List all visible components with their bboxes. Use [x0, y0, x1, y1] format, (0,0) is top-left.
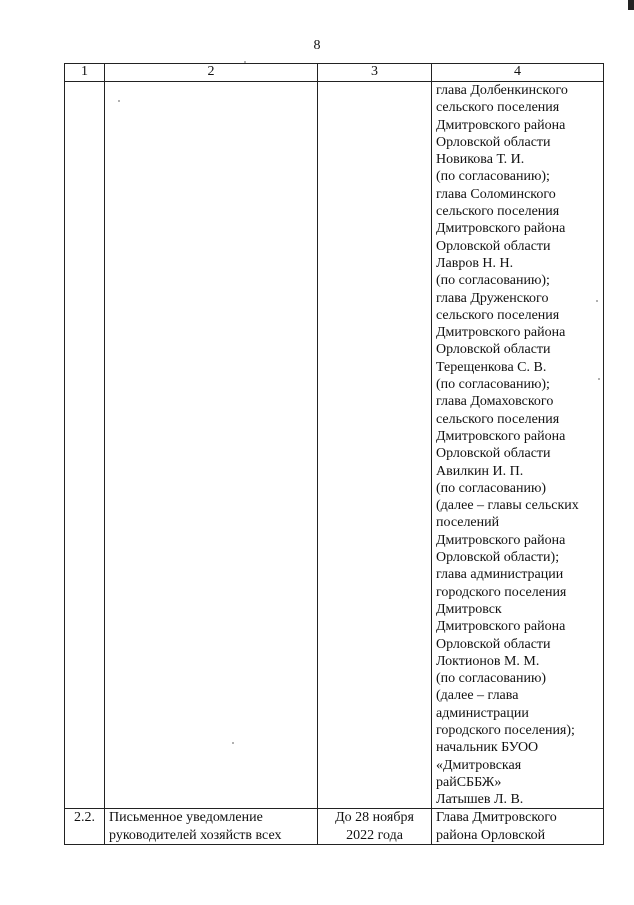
responsible-line: Дмитровского района [436, 428, 566, 444]
cell-responsible-2-2 [432, 809, 604, 845]
responsible-line: Дмитровск [436, 601, 502, 617]
responsible-line: Лавров Н. Н. [436, 255, 514, 271]
measures-table [64, 63, 604, 845]
cell-deadline-empty [318, 82, 432, 809]
responsible-line: Орловской области); [436, 550, 560, 566]
responsible-line: администрации [436, 705, 529, 721]
responsible-line: начальник БУОО [436, 740, 539, 756]
responsible-line: сельского поселения [436, 307, 560, 323]
responsible-line: (по согласованию); [436, 377, 550, 393]
scan-speck [118, 100, 120, 102]
scan-speck [244, 61, 246, 63]
responsible-line: Латышев Л. В. [436, 792, 524, 808]
responsible-line: Новикова Т. И. [436, 152, 525, 168]
responsible-line: глава Друженского [436, 290, 549, 306]
responsible-line: «Дмитровская [436, 757, 522, 773]
responsible-line: (далее – главы сельских [436, 498, 579, 514]
responsible-line: сельского поселения [436, 204, 560, 220]
responsible-line: городского поселения); [436, 722, 575, 738]
column-number-4: 4 [432, 64, 604, 82]
cell-number-empty [65, 82, 105, 809]
table-header-row [65, 64, 604, 82]
responsible-line: Глава Дмитровского [436, 810, 557, 826]
page-number: 8 [313, 38, 321, 53]
responsible-line: Дмитровского района [436, 532, 566, 548]
responsible-line: Орловской области [436, 342, 551, 358]
responsible-line: глава Долбенкинского [436, 83, 568, 98]
responsible-line: Дмитровского района [436, 117, 566, 133]
scan-speck [598, 378, 600, 380]
responsible-line: сельского поселения [436, 411, 560, 427]
deadline-line: 2022 года [346, 827, 403, 843]
responsible-line: (по согласованию); [436, 273, 550, 289]
responsible-line: сельского поселения [436, 100, 560, 116]
measure-line: Письменное уведомление [109, 810, 263, 826]
responsible-line: райСББЖ» [436, 774, 502, 790]
responsible-line: городского поселения [436, 584, 567, 600]
responsible-line: Авилкин И. П. [436, 463, 524, 479]
responsible-line: (далее – глава [436, 688, 519, 704]
responsible-line: Орловской области [436, 636, 551, 652]
scan-speck [596, 300, 598, 302]
measure-line: руководителей хозяйств всех [109, 827, 282, 843]
scan-speck [232, 742, 234, 744]
cell-item-number: 2.2. [65, 809, 105, 845]
cell-measure-empty [105, 82, 318, 809]
responsible-line: (по согласованию) [436, 671, 547, 687]
cell-deadline [318, 809, 432, 845]
responsible-line: (по согласованию) [436, 480, 547, 496]
responsible-line: поселений [436, 515, 500, 531]
column-number-1: 1 [65, 64, 105, 82]
column-number-3: 3 [318, 64, 432, 82]
responsible-line: глава администрации [436, 567, 564, 583]
responsible-line: Дмитровского района [436, 221, 566, 237]
column-number-2: 2 [105, 64, 318, 82]
cell-measure [105, 809, 318, 845]
responsible-line: глава Соломинского [436, 186, 556, 202]
responsible-line: Дмитровского района [436, 619, 566, 635]
responsible-line: Терещенкова С. В. [436, 359, 547, 375]
responsible-line: Орловской области [436, 134, 551, 150]
cell-responsible [432, 82, 604, 809]
responsible-line: Орловской области [436, 238, 551, 254]
responsible-line: Локтионов М. М. [436, 653, 540, 669]
responsible-line: (по согласованию); [436, 169, 550, 185]
responsible-line: глава Домаховского [436, 394, 554, 410]
table-row-continued [65, 82, 604, 809]
responsible-line: Орловской области [436, 446, 551, 462]
deadline-line: До 28 ноября [335, 810, 414, 826]
responsible-line: района Орловской [436, 827, 546, 843]
table-row-2-2 [65, 809, 604, 845]
scan-corner-mark [628, 0, 634, 10]
responsible-line: Дмитровского района [436, 325, 566, 341]
